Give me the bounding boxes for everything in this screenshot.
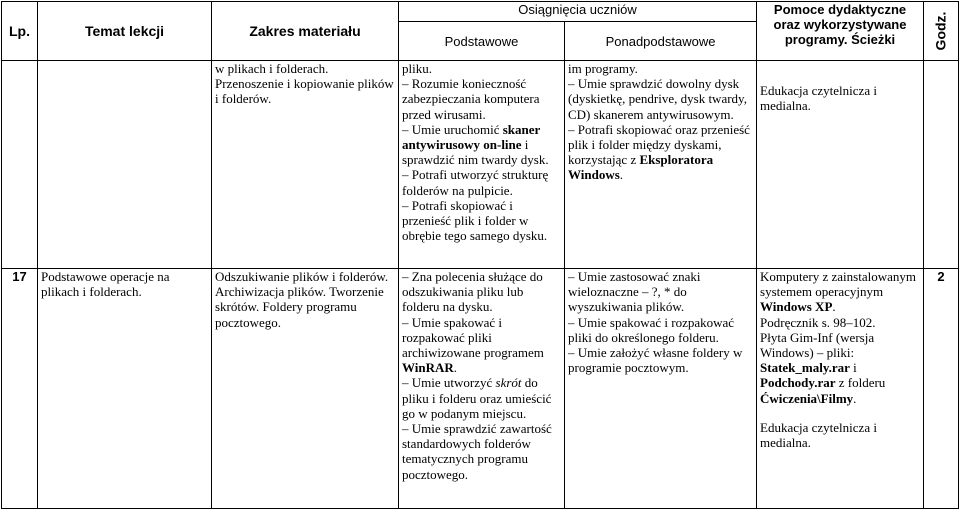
header-zakres: Zakres materiału <box>212 2 399 61</box>
row1-ponadpodstawowe <box>565 61 757 269</box>
row2-ponadpodstawowe <box>565 269 757 509</box>
list-item: – Umie spakować i rozpakować pliki do określonego folderu. <box>568 314 735 345</box>
pomoce-text: Edukacja czytelnicza i medialna. <box>760 83 877 114</box>
pomoce-komputery: Komputery z zainstalowanym systemem operacyjnym Windows XP. <box>760 269 916 315</box>
row1-temat <box>38 61 212 269</box>
row2-lp: 17 <box>2 269 38 509</box>
row1-godz <box>924 61 959 269</box>
list-item: – Umie spakować i rozpakować pliki archiwizowane programem WinRAR. <box>402 314 544 376</box>
row1-podstawowe <box>399 61 565 269</box>
header-pomoce: Pomoce dydaktyczne oraz wykorzystywane programy. Ścieżki <box>757 2 924 61</box>
list-item: – Potrafi skopiować oraz przenieść plik i folder między dyskami, korzystając z Eksploratora Windows. <box>568 121 750 183</box>
list-item: – Potrafi utworzyć strukturę folderów na pulpicie. <box>402 167 549 198</box>
header-osiagniecia: Osiągnięcia uczniów <box>399 2 757 22</box>
pomoce-podrecznik: Podręcznik s. 98–102. <box>760 314 876 330</box>
list-item: – Umie sprawdzić dowolny dysk (dyskietkę, pendrive, dysk twardy, CD) skanerem antywirusowym. <box>568 76 747 122</box>
list-item: pliku. <box>402 61 432 76</box>
table-row <box>2 61 959 269</box>
list-item: – Potrafi skopiować i przenieść plik i folder w obrębie tego samego dysku. <box>402 197 548 244</box>
row1-lp <box>2 61 38 269</box>
header-podstawowe: Podstawowe <box>399 22 565 61</box>
list-item: – Umie zastosować znaki wieloznaczne – ?, * do wyszukiwania plików. <box>568 269 701 315</box>
pomoce-plyta: Płyta Gim-Inf (wersja Windows) – pliki: Statek_maly.rar i Podchody.rar z folderu Ćwiczenia\Filmy. <box>760 329 886 406</box>
header-godz-cell <box>924 2 959 61</box>
row2-pomoce <box>757 269 924 509</box>
row2-podstawowe <box>399 269 565 509</box>
list-item: – Zna polecenia służące do odszukiwania pliku lub folderu na dysku. <box>402 269 543 315</box>
list-item: – Rozumie konieczność zabezpieczania komputera przed wirusami. <box>402 76 540 122</box>
header-ponadpodstawowe: Ponadpodstawowe <box>565 22 757 61</box>
row2-godz: 2 <box>924 269 959 509</box>
pomoce-edukacja: Edukacja czytelnicza i medialna. <box>760 419 877 451</box>
list-item: – Umie sprawdzić zawartość standardowych folderów tematycznych programu pocztowego. <box>402 421 552 482</box>
header-lp: Lp. <box>2 2 38 61</box>
list-item: im programy. <box>568 61 638 76</box>
row2-zakres: Odszukiwanie plików i folderów. Archiwizacja plików. Tworzenie skrótów. Foldery programu pocztowego. <box>212 269 399 509</box>
row1-pomoce <box>757 61 924 269</box>
row1-zakres: w plikach i folderach. Przenoszenie i kopiowanie plików i folderów. <box>212 61 399 269</box>
row2-temat: Podstawowe operacje na plikach i folderach. <box>38 269 212 509</box>
list-item: – Umie uruchomić skaner antywirusowy on-line i sprawdzić nim twardy dysk. <box>402 121 549 168</box>
header-godz: Godz. <box>932 11 949 51</box>
list-item: – Umie utworzyć skrót do pliku i folderu oraz umieścić go w podanym miejscu. <box>402 375 552 421</box>
list-item: – Umie założyć własne foldery w programie pocztowym. <box>568 345 743 376</box>
header-temat: Temat lekcji <box>38 2 212 61</box>
table-row <box>2 269 959 509</box>
curriculum-table <box>1 1 959 509</box>
